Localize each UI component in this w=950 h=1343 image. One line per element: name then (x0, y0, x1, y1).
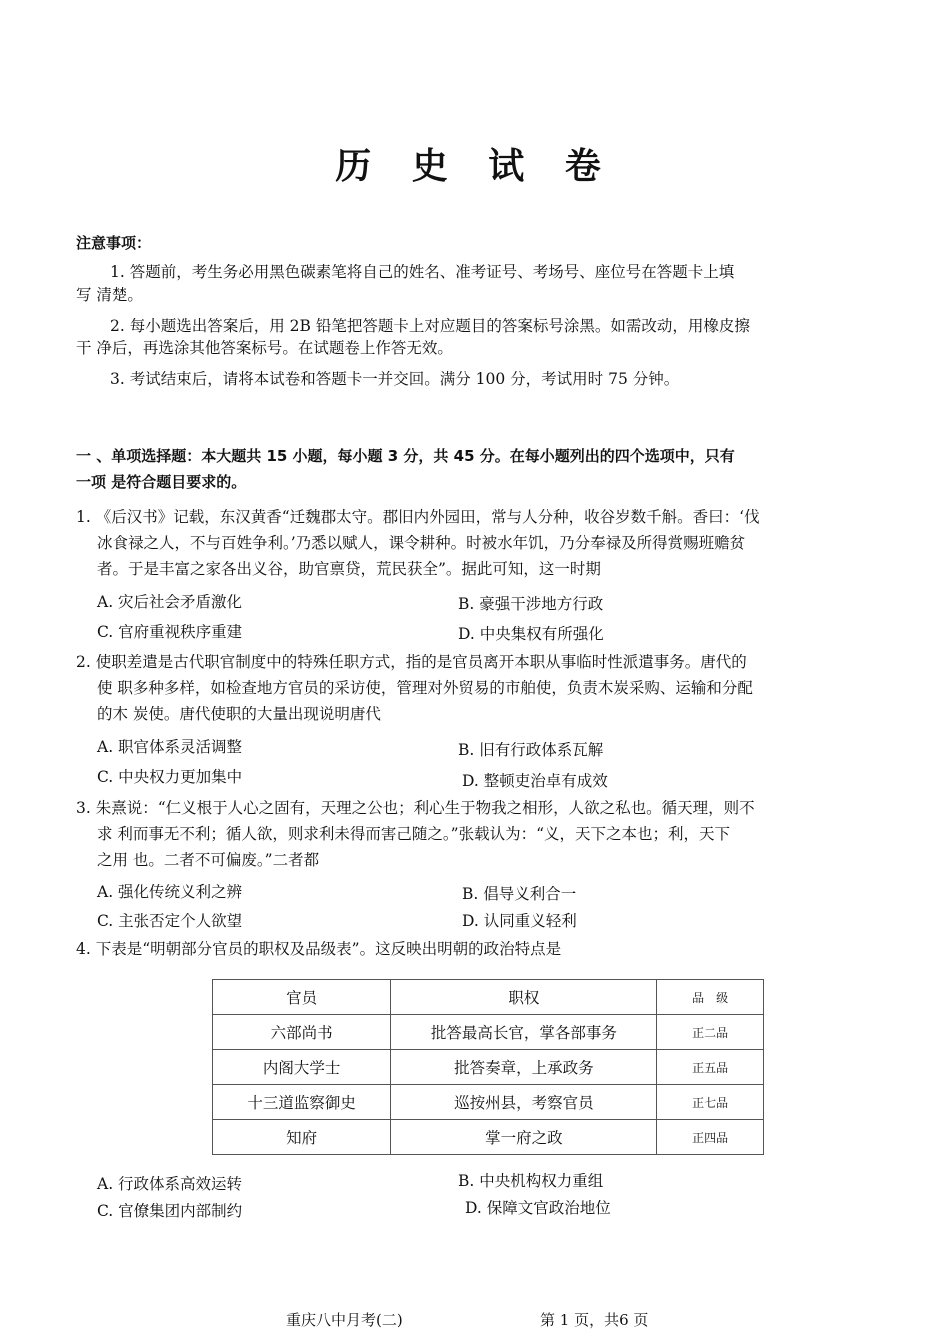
question-2-option-b: B. 旧有行政体系瓦解 (458, 741, 604, 759)
question-4-option-b: B. 中央机构权力重组 (458, 1172, 604, 1190)
question-3-line-3: 之用 也。二者不可偏废。”二者都 (97, 851, 320, 869)
question-4-line-1: 4. 下表是“明朝部分官员的职权及品级表”。这反映出明朝的政治特点是 (76, 940, 562, 958)
table-cell: 正五品 (657, 1050, 764, 1085)
table-cell: 知府 (213, 1120, 391, 1155)
section-heading-line-1: 一 、单项选择题：本大题共 15 小题，每小题 3 分，共 45 分。在每小题列出的四个选项中，只有 (76, 447, 735, 465)
table-header-cell: 品 级 (657, 980, 764, 1015)
table-header-row (213, 980, 764, 1015)
footer-page-number: 第 1 页，共6 页 (540, 1311, 649, 1329)
question-1-option-d: D. 中央集权有所强化 (458, 625, 604, 643)
table-row (213, 1120, 764, 1155)
question-4-option-d: D. 保障文官政治地位 (465, 1199, 611, 1217)
question-3-option-a: A. 强化传统义利之辨 (97, 883, 243, 901)
page-title: 历 史 试 卷 (335, 146, 615, 187)
table-cell: 批答最高长官，掌各部事务 (391, 1015, 657, 1050)
table-cell: 批答奏章，上承政务 (391, 1050, 657, 1085)
table-row (213, 1050, 764, 1085)
question-3-option-c: C. 主张否定个人欲望 (97, 912, 243, 930)
notice-item-2-line-1: 2. 每小题选出答案后，用 2B 铅笔把答题卡上对应题目的答案标号涂黑。如需改动，用橡皮擦 (110, 317, 750, 335)
notice-item-1-line-2: 写 清楚。 (76, 286, 143, 304)
question-3-line-2: 求 利而事无不利；循人欲，则求利未得而害己随之。”张载认为：“义，天下之本也；利，天下 (97, 825, 731, 843)
question-2-option-c: C. 中央权力更加集中 (97, 768, 243, 786)
question-1-option-a: A. 灾后社会矛盾激化 (97, 593, 243, 611)
notice-item-3-line-1: 3. 考试结束后，请将本试卷和答题卡一并交回。满分 100 分，考试用时 75 分钟。 (110, 370, 680, 388)
question-2-option-d: D. 整顿吏治卓有成效 (462, 772, 608, 790)
table-cell: 内阁大学士 (213, 1050, 391, 1085)
question-4-option-a: A. 行政体系高效运转 (97, 1175, 243, 1193)
table-cell: 掌一府之政 (391, 1120, 657, 1155)
section-heading-line-2: 一项 是符合题目要求的。 (76, 473, 247, 491)
table-row (213, 1015, 764, 1050)
question-1-line-3: 者。于是丰富之家各出义谷，助官禀贷，荒民获全”。据此可知，这一时期 (97, 560, 601, 578)
question-3-option-b: B. 倡导义利合一 (462, 885, 577, 903)
question-1-line-2: 冰食禄之人，不与百姓争利。’乃悉以赋人，课令耕种。时被水年饥，乃分奉禄及所得赏赐班赡贫 (97, 534, 746, 552)
notice-item-2-line-2: 干 净后，再选涂其他答案标号。在试题卷上作答无效。 (76, 339, 453, 357)
table-cell: 正四品 (657, 1120, 764, 1155)
table-cell: 六部尚书 (213, 1015, 391, 1050)
table-row (213, 1085, 764, 1120)
table-cell: 正二品 (657, 1015, 764, 1050)
question-2-line-3: 的木 炭使。唐代使职的大量出现说明唐代 (97, 705, 381, 723)
table-cell: 十三道监察御史 (213, 1085, 391, 1120)
question-3-option-d: D. 认同重义轻利 (462, 912, 577, 930)
notice-heading: 注意事项： (76, 234, 152, 252)
question-1-option-c: C. 官府重视秩序重建 (97, 623, 243, 641)
question-4-option-c: C. 官僚集团内部制约 (97, 1202, 243, 1220)
question-2-option-a: A. 职官体系灵活调整 (97, 738, 243, 756)
table-header-cell: 职权 (391, 980, 657, 1015)
notice-item-1-line-1: 1. 答题前，考生务必用黑色碳素笔将自己的姓名、准考证号、考场号、座位号在答题卡上填 (110, 263, 735, 281)
question-2-line-1: 2. 使职差遣是古代职官制度中的特殊任职方式，指的是官员离开本职从事临时性派遣事务。唐代的 (76, 653, 747, 671)
table-header-cell: 官员 (213, 980, 391, 1015)
officials-table (212, 979, 764, 1155)
question-1-option-b: B. 豪强干涉地方行政 (458, 595, 604, 613)
table-cell: 正七品 (657, 1085, 764, 1120)
table-cell: 巡按州县，考察官员 (391, 1085, 657, 1120)
question-1-line-1: 1. 《后汉书》记载，东汉黄香“迁魏郡太守。郡旧内外园田，常与人分种，收谷岁数千斛。香曰：‘伐 (76, 508, 760, 526)
question-3-line-1: 3. 朱熹说：“仁义根于人心之固有，天理之公也；利心生于物我之相形，人欲之私也。循天理，则不 (76, 799, 755, 817)
footer-exam-name: 重庆八中月考(二) (286, 1311, 403, 1329)
question-2-line-2: 使 职多种多样，如检查地方官员的采访使，管理对外贸易的市舶使，负责木炭采购、运输和分配 (97, 679, 753, 697)
